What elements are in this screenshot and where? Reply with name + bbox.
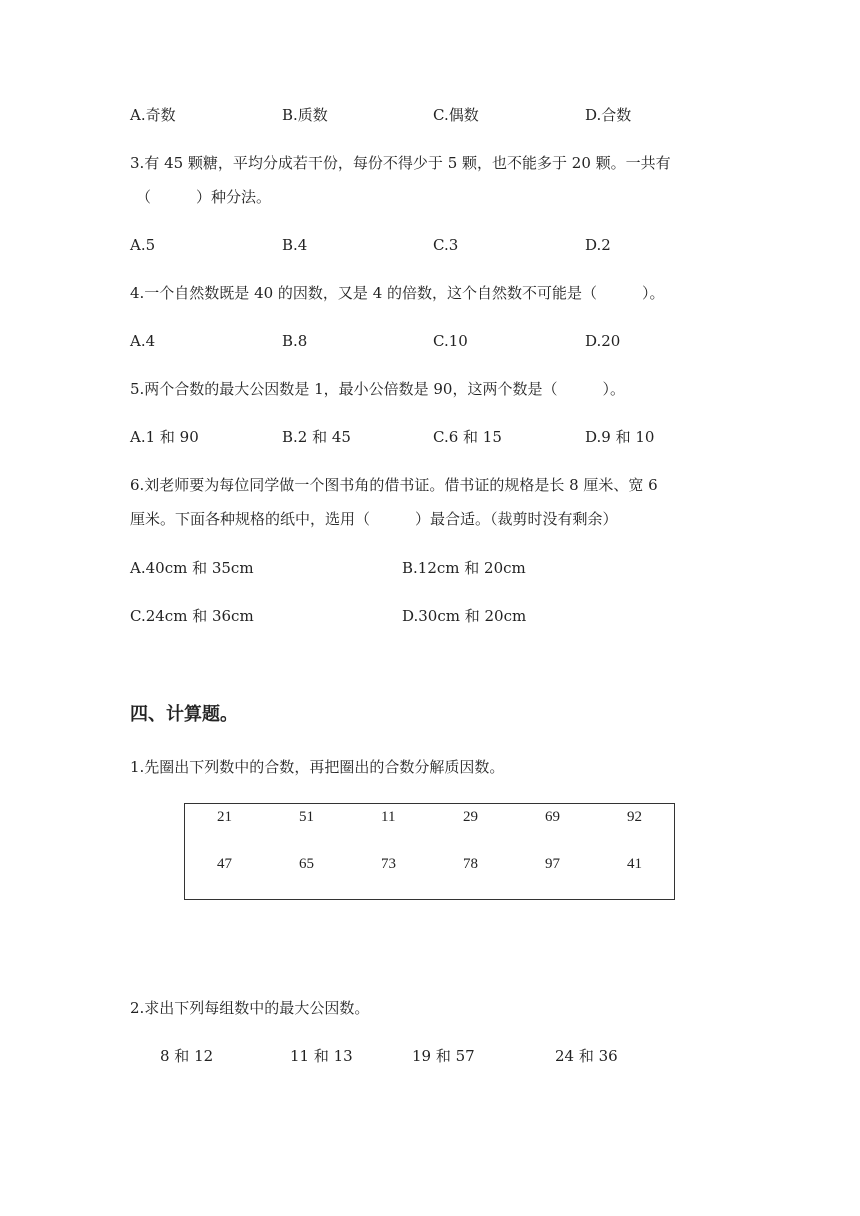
- number-cell: 65: [299, 856, 314, 872]
- number-cell: 29: [463, 809, 478, 825]
- q6-option-b: B.12cm 和 20cm: [402, 559, 526, 577]
- gcf-group: 8 和 12: [160, 1047, 214, 1065]
- q4-option-c: C.10: [433, 332, 468, 350]
- q3-option-c: C.3: [433, 236, 459, 254]
- q4-option-a: A.4: [130, 332, 156, 350]
- q6-text-line2: 厘米。下面各种规格的纸中，选用（ ）最合适。（裁剪时没有剩余）: [130, 510, 618, 528]
- q2-option-b: B.质数: [282, 106, 328, 124]
- q3-text-line2: （ ）种分法。: [136, 188, 272, 206]
- q5-text: 5.两个合数的最大公因数是 1，最小公倍数是 90，这两个数是（ ）。: [130, 380, 625, 398]
- number-cell: 92: [627, 809, 642, 825]
- q4-text: 4.一个自然数既是 40 的因数，又是 4 的倍数，这个自然数不可能是（ ）。: [130, 284, 665, 302]
- q6-option-a: A.40cm 和 35cm: [130, 559, 254, 577]
- q3-option-a: A.5: [130, 236, 156, 254]
- number-cell: 41: [627, 856, 642, 872]
- q3-option-b: B.4: [282, 236, 308, 254]
- number-cell: 51: [299, 809, 314, 825]
- q6-text-line1: 6.刘老师要为每位同学做一个图书角的借书证。借书证的规格是长 8 厘米、宽 6: [130, 476, 658, 494]
- q5-option-b: B.2 和 45: [282, 428, 351, 446]
- number-cell: 21: [217, 809, 232, 825]
- section-title: 四、计算题。: [130, 704, 238, 725]
- gcf-group: 11 和 13: [290, 1047, 353, 1065]
- number-cell: 69: [545, 809, 560, 825]
- number-box: [184, 803, 675, 900]
- gcf-group: 19 和 57: [412, 1047, 475, 1065]
- q5-option-c: C.6 和 15: [433, 428, 502, 446]
- number-cell: 47: [217, 856, 232, 872]
- number-cell: 11: [381, 809, 396, 825]
- q2-option-a: A.奇数: [130, 106, 176, 124]
- q2-option-d: D.合数: [585, 106, 632, 124]
- q5-option-a: A.1 和 90: [130, 428, 199, 446]
- number-cell: 78: [463, 856, 478, 872]
- q3-text-line1: 3.有 45 颗糖，平均分成若干份，每份不得少于 5 颗，也不能多于 20 颗。一共有: [130, 154, 671, 172]
- q4-option-b: B.8: [282, 332, 308, 350]
- q6-option-d: D.30cm 和 20cm: [402, 607, 527, 625]
- gcf-group: 24 和 36: [555, 1047, 618, 1065]
- problem1-text: 1.先圈出下列数中的合数，再把圈出的合数分解质因数。: [130, 758, 505, 776]
- q6-option-c: C.24cm 和 36cm: [130, 607, 254, 625]
- q3-option-d: D.2: [585, 236, 611, 254]
- number-cell: 73: [381, 856, 396, 872]
- q2-option-c: C.偶数: [433, 106, 479, 124]
- q4-option-d: D.20: [585, 332, 621, 350]
- problem2-text: 2.求出下列每组数中的最大公因数。: [130, 999, 370, 1017]
- number-cell: 97: [545, 856, 560, 872]
- q5-option-d: D.9 和 10: [585, 428, 655, 446]
